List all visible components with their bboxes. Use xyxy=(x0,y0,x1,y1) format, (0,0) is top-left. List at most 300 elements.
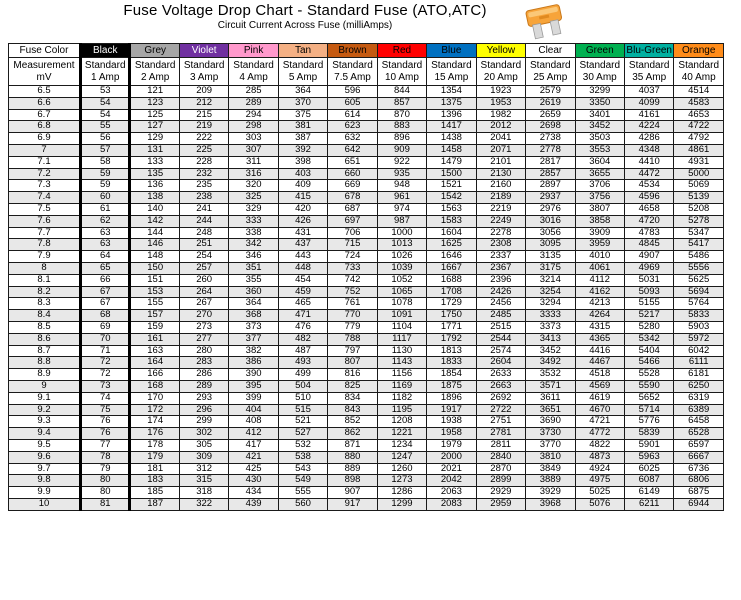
measurement-cell: 8.8 xyxy=(9,357,81,369)
current-cell: 2544 xyxy=(476,333,525,345)
current-cell: 142 xyxy=(130,215,179,227)
current-cell: 843 xyxy=(328,404,377,416)
table-row xyxy=(9,121,724,133)
current-cell: 3413 xyxy=(526,333,575,345)
current-cell: 1117 xyxy=(377,333,426,345)
current-cell: 816 xyxy=(328,369,377,381)
current-cell: 669 xyxy=(328,180,377,192)
current-cell: 294 xyxy=(229,109,278,121)
table-row xyxy=(9,227,724,239)
current-cell: 404 xyxy=(229,404,278,416)
column-header-type: Standard xyxy=(381,59,423,71)
current-cell: 68 xyxy=(81,310,130,322)
fuse-color-grey: Grey xyxy=(130,44,179,58)
current-cell: 286 xyxy=(179,369,228,381)
current-cell: 6111 xyxy=(674,357,724,369)
measurement-cell: 8.3 xyxy=(9,298,81,310)
fuse-color-violet: Violet xyxy=(179,44,228,58)
current-cell: 311 xyxy=(229,156,278,168)
current-cell: 5025 xyxy=(575,487,624,499)
current-cell: 499 xyxy=(278,369,327,381)
current-cell: 733 xyxy=(328,262,377,274)
current-cell: 5556 xyxy=(674,262,724,274)
current-cell: 1875 xyxy=(427,380,476,392)
current-cell: 1729 xyxy=(427,298,476,310)
current-cell: 63 xyxy=(81,239,130,251)
current-cell: 135 xyxy=(130,168,179,180)
current-cell: 2870 xyxy=(476,463,525,475)
column-header-type: Standard xyxy=(282,59,324,71)
current-cell: 181 xyxy=(130,463,179,475)
current-cell: 1208 xyxy=(377,416,426,428)
column-header xyxy=(328,58,377,86)
measurement-cell: 9.5 xyxy=(9,439,81,451)
current-cell: 3706 xyxy=(575,180,624,192)
current-cell: 770 xyxy=(328,310,377,322)
current-cell: 151 xyxy=(130,274,179,286)
current-cell: 2817 xyxy=(526,156,575,168)
current-cell: 4161 xyxy=(624,109,673,121)
table-row xyxy=(9,392,724,404)
column-header xyxy=(427,58,476,86)
current-cell: 179 xyxy=(130,451,179,463)
table-row xyxy=(9,369,724,381)
current-cell: 1923 xyxy=(476,86,525,98)
table-row xyxy=(9,180,724,192)
current-cell: 1286 xyxy=(377,487,426,499)
current-cell: 6149 xyxy=(624,487,673,499)
current-cell: 67 xyxy=(81,298,130,310)
current-cell: 5031 xyxy=(624,274,673,286)
current-cell: 2041 xyxy=(476,133,525,145)
current-cell: 1065 xyxy=(377,286,426,298)
measurement-cell: 7.2 xyxy=(9,168,81,180)
current-cell: 293 xyxy=(179,392,228,404)
current-cell: 185 xyxy=(130,487,179,499)
current-cell: 3350 xyxy=(575,97,624,109)
current-cell: 155 xyxy=(130,298,179,310)
current-cell: 4658 xyxy=(624,203,673,215)
current-cell: 1182 xyxy=(377,392,426,404)
current-cell: 870 xyxy=(377,109,426,121)
current-cell: 174 xyxy=(130,416,179,428)
current-cell: 228 xyxy=(179,156,228,168)
measurement-cell: 8.9 xyxy=(9,369,81,381)
current-cell: 420 xyxy=(278,203,327,215)
current-cell: 209 xyxy=(179,86,228,98)
table-row xyxy=(9,215,724,227)
current-cell: 6667 xyxy=(674,451,724,463)
current-cell: 264 xyxy=(179,286,228,298)
current-cell: 2101 xyxy=(476,156,525,168)
current-cell: 273 xyxy=(179,321,228,333)
current-cell: 642 xyxy=(328,144,377,156)
current-cell: 5694 xyxy=(674,286,724,298)
current-cell: 2663 xyxy=(476,380,525,392)
current-cell: 862 xyxy=(328,428,377,440)
current-cell: 3452 xyxy=(575,121,624,133)
current-cell: 4365 xyxy=(575,333,624,345)
current-cell: 390 xyxy=(229,369,278,381)
current-cell: 333 xyxy=(229,215,278,227)
current-cell: 889 xyxy=(328,463,377,475)
current-cell: 342 xyxy=(229,239,278,251)
column-header-type: Standard xyxy=(579,59,621,71)
column-header xyxy=(81,58,130,86)
column-header-type: Standard xyxy=(332,59,373,71)
current-cell: 2781 xyxy=(476,428,525,440)
measurement-cell: 10 xyxy=(9,498,81,510)
current-cell: 320 xyxy=(229,180,278,192)
current-cell: 6042 xyxy=(674,345,724,357)
column-header xyxy=(130,58,179,86)
table-row xyxy=(9,274,724,286)
current-cell: 2722 xyxy=(476,404,525,416)
current-cell: 75 xyxy=(81,404,130,416)
column-header-rating: 10 Amp xyxy=(384,71,419,83)
current-cell: 1813 xyxy=(427,345,476,357)
current-cell: 6806 xyxy=(674,475,724,487)
table-row xyxy=(9,168,724,180)
current-cell: 64 xyxy=(81,251,130,263)
current-cell: 459 xyxy=(278,286,327,298)
current-cell: 1982 xyxy=(476,109,525,121)
current-cell: 752 xyxy=(328,286,377,298)
current-cell: 4822 xyxy=(575,439,624,451)
column-header-type: Standard xyxy=(84,59,126,71)
current-cell: 538 xyxy=(278,451,327,463)
table-row xyxy=(9,203,724,215)
current-cell: 3299 xyxy=(575,86,624,98)
current-cell: 5280 xyxy=(624,321,673,333)
current-cell: 504 xyxy=(278,380,327,392)
current-cell: 2633 xyxy=(476,369,525,381)
current-cell: 555 xyxy=(278,487,327,499)
current-cell: 724 xyxy=(328,251,377,263)
current-cell: 1143 xyxy=(377,357,426,369)
current-cell: 150 xyxy=(130,262,179,274)
current-cell: 298 xyxy=(229,121,278,133)
current-cell: 53 xyxy=(81,86,130,98)
current-cell: 3604 xyxy=(575,156,624,168)
current-cell: 225 xyxy=(179,144,228,156)
current-cell: 318 xyxy=(179,487,228,499)
current-cell: 159 xyxy=(130,321,179,333)
current-cell: 476 xyxy=(278,321,327,333)
current-cell: 871 xyxy=(328,439,377,451)
current-cell: 161 xyxy=(130,333,179,345)
page-title: Fuse Voltage Drop Chart - Standard Fuse (ATO,ATC) xyxy=(123,2,487,19)
current-cell: 127 xyxy=(130,121,179,133)
current-cell: 3770 xyxy=(526,439,575,451)
current-cell: 62 xyxy=(81,215,130,227)
current-cell: 2574 xyxy=(476,345,525,357)
current-cell: 922 xyxy=(377,156,426,168)
table-row xyxy=(9,109,724,121)
column-header-type: Standard xyxy=(480,59,522,71)
current-cell: 2698 xyxy=(526,121,575,133)
current-cell: 1039 xyxy=(377,262,426,274)
measurement-label-line1: Measurement xyxy=(13,59,75,71)
measurement-cell: 7.4 xyxy=(9,192,81,204)
current-cell: 1750 xyxy=(427,310,476,322)
current-cell: 3333 xyxy=(526,310,575,322)
current-cell: 2937 xyxy=(526,192,575,204)
current-cell: 4720 xyxy=(624,215,673,227)
current-cell: 437 xyxy=(278,239,327,251)
current-cell: 6528 xyxy=(674,428,724,440)
current-cell: 399 xyxy=(229,392,278,404)
current-cell: 260 xyxy=(179,274,228,286)
current-cell: 373 xyxy=(229,321,278,333)
current-cell: 2751 xyxy=(476,416,525,428)
current-cell: 788 xyxy=(328,333,377,345)
current-cell: 299 xyxy=(179,416,228,428)
current-cell: 515 xyxy=(278,404,327,416)
current-cell: 1234 xyxy=(377,439,426,451)
column-header-rating: 1 Amp xyxy=(91,71,120,83)
current-cell: 4467 xyxy=(575,357,624,369)
current-cell: 3690 xyxy=(526,416,575,428)
current-cell: 493 xyxy=(278,357,327,369)
current-cell: 2929 xyxy=(476,487,525,499)
current-cell: 3095 xyxy=(526,239,575,251)
current-cell: 482 xyxy=(278,333,327,345)
current-cell: 2692 xyxy=(476,392,525,404)
column-header-type: Standard xyxy=(431,59,472,71)
current-cell: 81 xyxy=(81,498,130,510)
table-row xyxy=(9,156,724,168)
current-cell: 2959 xyxy=(476,498,525,510)
current-cell: 305 xyxy=(179,439,228,451)
table-row xyxy=(9,416,724,428)
current-cell: 4518 xyxy=(575,369,624,381)
current-cell: 277 xyxy=(179,333,228,345)
current-cell: 65 xyxy=(81,262,130,274)
current-cell: 4213 xyxy=(575,298,624,310)
current-cell: 797 xyxy=(328,345,377,357)
measurement-cell: 8.7 xyxy=(9,345,81,357)
table-row xyxy=(9,345,724,357)
current-cell: 742 xyxy=(328,274,377,286)
current-cell: 3959 xyxy=(575,239,624,251)
current-cell: 1953 xyxy=(476,97,525,109)
current-cell: 4099 xyxy=(624,97,673,109)
current-cell: 510 xyxy=(278,392,327,404)
current-cell: 1625 xyxy=(427,239,476,251)
current-cell: 76 xyxy=(81,428,130,440)
current-cell: 697 xyxy=(328,215,377,227)
current-cell: 4315 xyxy=(575,321,624,333)
current-cell: 5963 xyxy=(624,451,673,463)
current-cell: 2042 xyxy=(427,475,476,487)
current-cell: 322 xyxy=(179,498,228,510)
current-cell: 5466 xyxy=(624,357,673,369)
current-cell: 315 xyxy=(179,475,228,487)
current-cell: 66 xyxy=(81,274,130,286)
current-cell: 1938 xyxy=(427,416,476,428)
column-header-type: Standard xyxy=(530,59,571,71)
page-subtitle: Circuit Current Across Fuse (milliAmps) xyxy=(217,20,393,31)
column-label-row xyxy=(9,58,724,86)
current-cell: 4792 xyxy=(674,133,724,145)
current-cell: 2160 xyxy=(476,180,525,192)
current-cell: 857 xyxy=(377,97,426,109)
current-cell: 2219 xyxy=(476,203,525,215)
column-header-type: Standard xyxy=(628,59,670,71)
current-cell: 5069 xyxy=(674,180,724,192)
current-cell: 296 xyxy=(179,404,228,416)
current-cell: 61 xyxy=(81,203,130,215)
current-cell: 1854 xyxy=(427,369,476,381)
current-cell: 4969 xyxy=(624,262,673,274)
current-cell: 164 xyxy=(130,357,179,369)
column-header xyxy=(377,58,426,86)
current-cell: 596 xyxy=(328,86,377,98)
current-cell: 5901 xyxy=(624,439,673,451)
current-cell: 825 xyxy=(328,380,377,392)
column-header-rating: 7.5 Amp xyxy=(334,71,371,83)
current-cell: 917 xyxy=(328,498,377,510)
current-cell: 178 xyxy=(130,439,179,451)
current-cell: 896 xyxy=(377,133,426,145)
current-cell: 1130 xyxy=(377,345,426,357)
current-cell: 706 xyxy=(328,227,377,239)
fuse-color-blue: Blue xyxy=(427,44,476,58)
measurement-cell: 6.8 xyxy=(9,121,81,133)
current-cell: 6181 xyxy=(674,369,724,381)
measurement-cell: 8 xyxy=(9,262,81,274)
current-cell: 2899 xyxy=(476,475,525,487)
current-cell: 1396 xyxy=(427,109,476,121)
current-cell: 1078 xyxy=(377,298,426,310)
column-header-type: Standard xyxy=(134,59,176,71)
current-cell: 3756 xyxy=(575,192,624,204)
current-cell: 4061 xyxy=(575,262,624,274)
current-cell: 168 xyxy=(130,380,179,392)
current-cell: 1792 xyxy=(427,333,476,345)
current-cell: 254 xyxy=(179,251,228,263)
measurement-cell: 7.6 xyxy=(9,215,81,227)
current-cell: 2604 xyxy=(476,357,525,369)
column-header xyxy=(179,58,228,86)
column-header-rating: 35 Amp xyxy=(632,71,667,83)
current-cell: 251 xyxy=(179,239,228,251)
current-cell: 2130 xyxy=(476,168,525,180)
column-header xyxy=(526,58,575,86)
current-cell: 415 xyxy=(278,192,327,204)
current-cell: 4873 xyxy=(575,451,624,463)
current-cell: 1979 xyxy=(427,439,476,451)
current-cell: 1583 xyxy=(427,215,476,227)
fuse-color-red: Red xyxy=(377,44,426,58)
current-cell: 1667 xyxy=(427,262,476,274)
current-cell: 78 xyxy=(81,451,130,463)
current-cell: 430 xyxy=(229,475,278,487)
current-cell: 170 xyxy=(130,392,179,404)
table-row xyxy=(9,298,724,310)
current-cell: 3730 xyxy=(526,428,575,440)
current-cell: 72 xyxy=(81,357,130,369)
current-cell: 4416 xyxy=(575,345,624,357)
current-cell: 2811 xyxy=(476,439,525,451)
current-cell: 1417 xyxy=(427,121,476,133)
fuse-color-row xyxy=(9,44,724,58)
current-cell: 431 xyxy=(278,227,327,239)
current-cell: 454 xyxy=(278,274,327,286)
current-cell: 3294 xyxy=(526,298,575,310)
current-cell: 1247 xyxy=(377,451,426,463)
current-cell: 1026 xyxy=(377,251,426,263)
current-cell: 368 xyxy=(229,310,278,322)
table-row xyxy=(9,498,724,510)
fuse-color-clear: Clear xyxy=(526,44,575,58)
current-cell: 307 xyxy=(229,144,278,156)
current-cell: 55 xyxy=(81,121,130,133)
column-header-rating: 20 Amp xyxy=(483,71,518,83)
current-cell: 2738 xyxy=(526,133,575,145)
current-cell: 3858 xyxy=(575,215,624,227)
current-cell: 1195 xyxy=(377,404,426,416)
current-cell: 844 xyxy=(377,86,426,98)
voltage-drop-table xyxy=(8,43,724,511)
current-cell: 235 xyxy=(179,180,228,192)
current-cell: 280 xyxy=(179,345,228,357)
current-cell: 381 xyxy=(278,121,327,133)
current-cell: 2189 xyxy=(476,192,525,204)
current-cell: 3214 xyxy=(526,274,575,286)
current-cell: 1000 xyxy=(377,227,426,239)
current-cell: 5404 xyxy=(624,345,673,357)
measurement-label-unit: mV xyxy=(36,71,52,83)
current-cell: 80 xyxy=(81,487,130,499)
fuse-color-green: Green xyxy=(575,44,624,58)
table-row xyxy=(9,333,724,345)
current-cell: 2778 xyxy=(526,144,575,156)
current-cell: 417 xyxy=(229,439,278,451)
current-cell: 4286 xyxy=(624,133,673,145)
column-header-rating: 40 Amp xyxy=(681,71,716,83)
current-cell: 172 xyxy=(130,404,179,416)
current-cell: 4670 xyxy=(575,404,624,416)
table-row xyxy=(9,310,724,322)
table-row xyxy=(9,451,724,463)
current-cell: 6736 xyxy=(674,463,724,475)
current-cell: 6087 xyxy=(624,475,673,487)
current-cell: 660 xyxy=(328,168,377,180)
current-cell: 2897 xyxy=(526,180,575,192)
current-cell: 392 xyxy=(278,144,327,156)
current-cell: 6211 xyxy=(624,498,673,510)
table-body xyxy=(9,86,724,511)
current-cell: 2021 xyxy=(427,463,476,475)
current-cell: 4772 xyxy=(575,428,624,440)
measurement-cell: 7.3 xyxy=(9,180,81,192)
current-cell: 3553 xyxy=(575,144,624,156)
measurement-cell: 8.2 xyxy=(9,286,81,298)
current-cell: 5764 xyxy=(674,298,724,310)
current-cell: 6944 xyxy=(674,498,724,510)
current-cell: 4112 xyxy=(575,274,624,286)
current-cell: 4907 xyxy=(624,251,673,263)
current-cell: 3849 xyxy=(526,463,575,475)
current-cell: 73 xyxy=(81,380,130,392)
current-cell: 2071 xyxy=(476,144,525,156)
current-cell: 77 xyxy=(81,439,130,451)
current-cell: 270 xyxy=(179,310,228,322)
current-cell: 2619 xyxy=(526,97,575,109)
current-cell: 779 xyxy=(328,321,377,333)
